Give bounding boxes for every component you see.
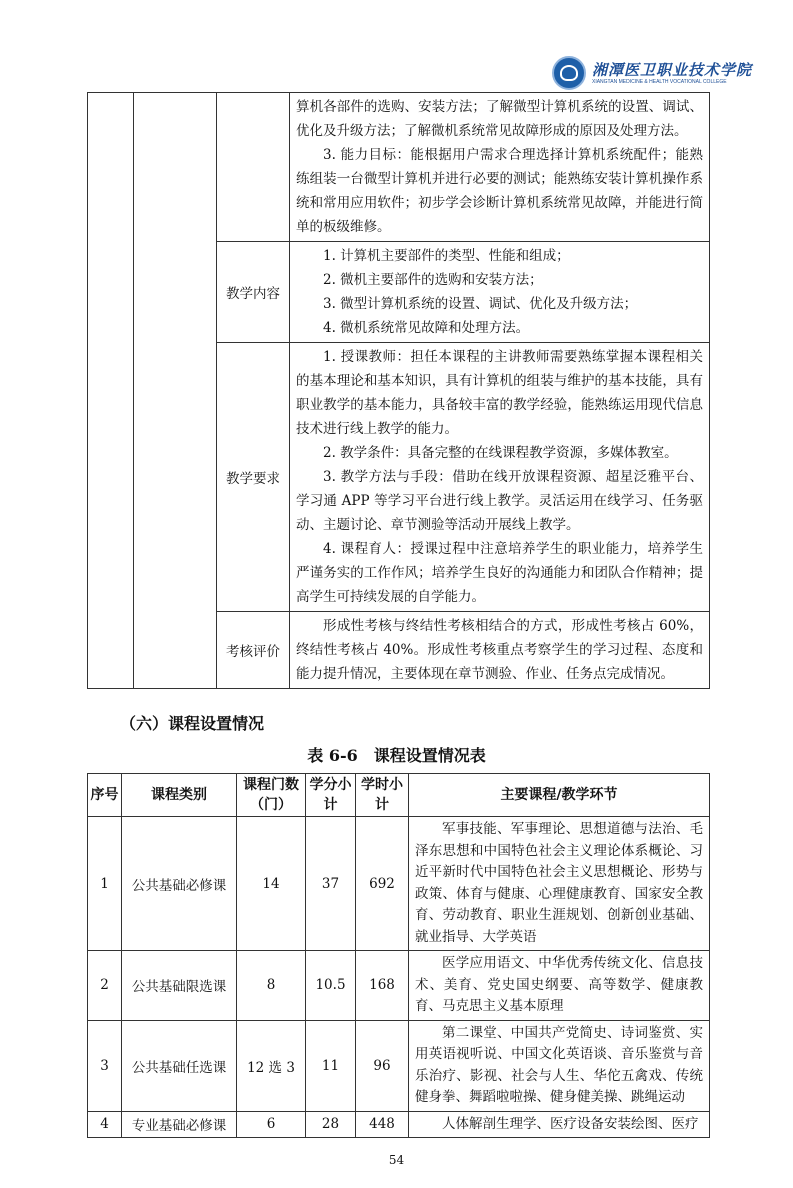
header-credits: 学分小计 (306, 774, 356, 817)
cell-hours: 692 (356, 817, 409, 951)
cell-no: 4 (88, 1111, 122, 1138)
cell-courses: 人体解剖生理学、医疗设备安装绘图、医疗 (409, 1111, 710, 1138)
cell-no: 2 (88, 951, 122, 1021)
cell-count: 8 (237, 951, 306, 1021)
cell-no: 3 (88, 1020, 122, 1111)
college-seal-icon (552, 56, 586, 90)
cell-hours: 96 (356, 1020, 409, 1111)
table-row (88, 1020, 710, 1111)
table-row (88, 951, 710, 1021)
cell-count: 6 (237, 1111, 306, 1138)
cell-count: 12 选 3 (237, 1020, 306, 1111)
header-category: 课程类别 (122, 774, 237, 817)
cell-credits: 37 (306, 817, 356, 951)
cell-category: 公共基础限选课 (122, 951, 237, 1021)
cell-credits: 11 (306, 1020, 356, 1111)
cell-category: 专业基础必修课 (122, 1111, 237, 1138)
cell-hours: 168 (356, 951, 409, 1021)
cell-credits: 10.5 (306, 951, 356, 1021)
table-row (88, 93, 710, 242)
college-logo (552, 56, 752, 90)
table-row (88, 817, 710, 951)
cell-courses: 医学应用语文、中华优秀传统文化、信息技术、美育、党史国史纲要、高等数学、健康教育、马克思主义基本原理 (409, 951, 710, 1021)
header-courses: 主要课程/教学环节 (409, 774, 710, 817)
row-content: 形成性考核与终结性考核相结合的方式，形成性考核占 60%，终结性考核占 40%。形成性考核重点考察学生的学习过程、态度和能力提升情况，主要体现在章节测验、作业、任务点完成情况。 (290, 612, 710, 689)
row-content: 1. 计算机主要部件的类型、性能和组成； 2. 微机主要部件的选购和安装方法； 3. 微型计算机系统的设置、调试、优化及升级方法； 4. 微机系统常见故障和处理方法。 (290, 242, 710, 343)
table-header-row (88, 774, 710, 817)
course-setup-table (87, 773, 710, 1138)
cell-credits: 28 (306, 1111, 356, 1138)
cell-category: 公共基础必修课 (122, 817, 237, 951)
row-content: 1. 授课教师：担任本课程的主讲教师需要熟练掌握本课程相关的基本理论和基本知识，具有计算机的组装与维护的基本技能，具有职业教学的基本能力，具备较丰富的教学经验，能熟练运用现代信息技术进行线上教学的能力。 2. 教学条件：具备完整的在线课程教学资源，多媒体教室。 3. 教学方法与手段：借助在线开放课程资源、超星泛雅平台、学习通 APP 等学习平台进行线上教学。灵活运用在线学习、任务驱动、主题讨论、章节测验等活动开展线上教学。 4. 课程育人：授课过程中注意培养学生的职业能力，培养学生严谨务实的工作作风；培养学生良好的沟通能力和团队合作精神；提高学生可持续发展的自学能力。 (290, 343, 710, 612)
table-row (88, 1111, 710, 1138)
section-title: （六）课程设置情况 (120, 714, 265, 733)
cell-count: 14 (237, 817, 306, 951)
logo-english-name: XIANGTAN MEDICINE & HEALTH VOCATIONAL COLLEGE (592, 78, 727, 85)
logo-chinese-name: 湘潭医卫职业技术学院 (592, 60, 753, 79)
row-label-teaching-requirements: 教学要求 (217, 343, 290, 612)
cell-courses: 第二课堂、中国共产党简史、诗词鉴赏、实用英语视听说、中国文化英语谈、音乐鉴赏与音乐治疗、影视、社会与人生、华佗五禽戏、传统健身拳、舞蹈啦啦操、健身健美操、跳绳运动 (409, 1020, 710, 1111)
cell-no: 1 (88, 817, 122, 951)
page-number: 54 (388, 1153, 405, 1167)
header-count: 课程门数（门） (237, 774, 306, 817)
header-hours: 学时小计 (356, 774, 409, 817)
table-caption: 表 6-6 课程设置情况表 (307, 746, 486, 765)
cell-courses: 军事技能、军事理论、思想道德与法治、毛泽东思想和中国特色社会主义理论体系概论、习近平新时代中国特色社会主义思想概论、形势与政策、体育与健康、心理健康教育、国家安全教育、劳动教育、职业生涯规划、创新创业基础、就业指导、大学英语 (409, 817, 710, 951)
course-detail-table (87, 92, 710, 689)
row-label-assessment: 考核评价 (217, 612, 290, 689)
row-label (217, 93, 290, 242)
row-content: 算机各部件的选购、安装方法；了解微型计算机系统的设置、调试、优化及升级方法；了解微机系统常见故障形成的原因及处理方法。 3. 能力目标：能根据用户需求合理选择计算机系统配件；能熟练组装一台微型计算机并进行必要的测试；能熟练安装计算机操作系统和常用应用软件；初步学会诊断计算机系统常见故障，并能进行简单的板级维修。 (290, 93, 710, 242)
header-no: 序号 (88, 774, 122, 817)
cell-category: 公共基础任选课 (122, 1020, 237, 1111)
cell-hours: 448 (356, 1111, 409, 1138)
row-label-teaching-content: 教学内容 (217, 242, 290, 343)
